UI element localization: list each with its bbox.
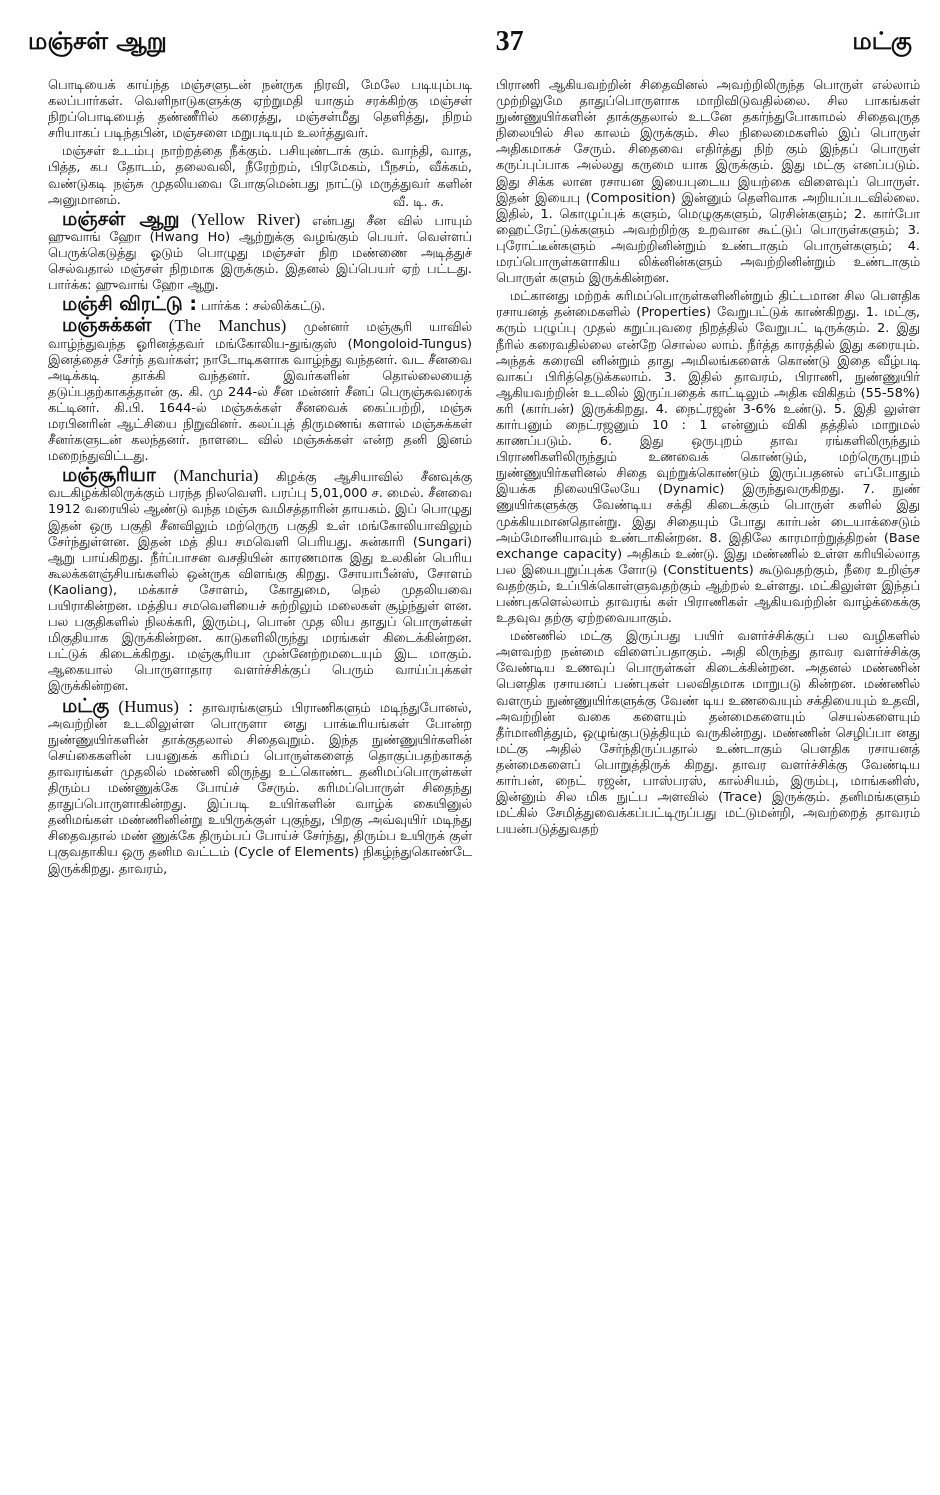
entry-title: மஞ்சள் ஆறு xyxy=(62,207,180,230)
running-head-left: மஞ்சள் ஆறு xyxy=(28,26,167,55)
paragraph: மட்கானது மற்றக் கரிமப்பொருள்களினின்றும் திட்டமான சில பௌதிக ரசாயனத் தன்மைகளில் (Properties) வேறுபட்டுக் காண்கிறது. 1. மட்கு, கரும் பழுப்பு முதல் கறுப்புவரை நிறத்தில் வேறுபட் டிருக்கும். 2. இது நீரில் கரைவதில்லை என்றே சொல்ல லாம். நீர்த்த காரத்தில் இது கரையும். அந்தக் கரைவி னின்றும் தாது அமிலங்களைக் கொண்டு இதை வீழ்படி வாகப் பிரித்தெடுக்கலாம். 3. இதில் தாவரம், பிராணி, நுண்ணுயிர் ஆகியவற்றின் உடலில் இருப்பதைக் காட்டிலும் அதிக விகிதம் (55-58%) கரி (கார்பன்) இருக்கிறது. 4. நைட்ரஜன் 3-6% உண்டு. 5. இதி லுள்ள கார்பனும் நைட்ரஜனும் 10 : 1 என்னும் விகி தத்தில் மாறுமல் காணப்படும். 6. இது ஒருபுறம் தாவ ரங்களிலிருந்தும் பிராணிகளிலிருந்தும் உணவைக் கொண்டும், மற்ருெருபுறம் நுண்ணுயிர்களினல் சிதை வுற்றுக்கொண்டும் இருப்பதனல் எப்போதும் இயக்க நிலையிலேயே (Dynamic) இருந்துவருகிறது. 7. நுண் ணுயிர்களுக்கு வேண்டிய சக்தி கிடைக்கும் பொருள் களில் இது முக்கியமானதொன்று. இது சிதையும் போது கார்பன் டையாக்சைடும் அம்மோனியாவும் உண்டாகின்றன. 8. இதிலே காரமாற்றுத்திறன் (Base exchange capacity) அதிகம் உண்டு. இது மண்ணில் உள்ள கரியில்லாத பல இயைபுறுப்புக்க ளோடு (Constituents) கூடுவதற்கும், நீரை உறிஞ்ச வதற்கும், உப்பிக்கொள்ளுவதற்கும் ஆற்றல் உள்ளது. மட்கிலுள்ள இந்தப் பண்புகளெல்லாம் தாவரங் கள் பிராணிகள் ஆகியவற்றின் வாழ்க்கைக்கு உதவுவ தற்கு ஏற்றவையாகும். xyxy=(496,289,920,627)
left-column xyxy=(48,78,472,880)
entry-title: மஞ்சுக்கள் xyxy=(62,314,152,337)
entry-title: மஞ்சி விரட்டு : xyxy=(62,293,197,316)
author-initials: வீ. டி. சு. xyxy=(392,194,444,210)
entry-title: மஞ்சூரியா xyxy=(62,464,156,487)
entry-manji-virattu xyxy=(48,293,472,316)
paragraph-text: மஞ்சள் உடம்பு நாற்றத்தை நீக்கும். பசியுண்டாக் கும். வாந்தி, வாத, பித்த, கப தோடம், தலைவலி, நீரேற்றம், பிரமேகம், பீநசம், வீக்கம், வண்டுகடி நஞ்சு முதலியவை போகுமென்பது நாட்டு மருத்துவர் களின் அனுமானம். xyxy=(48,144,472,208)
entry-english-title: (Yellow River) xyxy=(191,209,301,229)
running-head-right: மட்கு xyxy=(852,26,912,55)
entry-humus xyxy=(48,694,472,878)
paragraph: பொடியைக் காய்ந்த மஞ்சளுடன் நன்ருக நிரவி, மேலே படியும்படி கலப்பார்கள். வெளிநாடுகளுக்கு ஏற்றுமதி யாகும் சரக்கிற்கு மஞ்சள் நிறப்பொடியைத் தண்ணீரில் கரைத்து, மஞ்சள்மீது தெளித்து, நிறம் சரியாகப் படிந்தபின், மஞ்சளை மறுபடியும் உலர்த்துவர். xyxy=(48,78,472,142)
entry-text: கிழக்கு ஆசியாவில் சீனவுக்கு வடகிழக்கிலிருக்கும் பரந்த நிலவெளி. பரப்பு 5,01,000 ச. மைல். சீனவை 1912 வரையில் ஆண்டு வந்த மஞ்சு வமிசத்தாரின் தாயகம். இப் பொழுது இதன் ஒரு பகுதி சீனவிலும் மற்ருெரு பகுதி உள் மங்கோலியாவிலும் சேர்ந்துள்ளன. இதன் மத் திய சமவெளி பெரியது. சுன்காரி (Sungari) ஆறு பாய்கிறது. நீர்ப்பாசன வசதியின் காரணமாக இது உலகின் பெரிய கூலக்களஞ்சியங்களில் ஒன்ருக விளங்கு கிறது. சோயாபீன்ஸ், சோளம் (Kaoliang), மக்காச் சோளம், கோதுமை, நெல் முதலியவை பயிராகின்றன. மத்திய சமவெளியைச் சுற்றிலும் மலைகள் சூழ்ந்துள் ளன. பல பகுதிகளில் நிலக்கரி, இரும்பு, பொன் முத லிய தாதுப் பொருள்கள் மிகுதியாக இருக்கின்றன. காடுகளிலிருந்து மரங்கள் கிடைக்கின்றன. பட்டுக் கிடைக்கிறது. மஞ்சூரியா முன்னேற்றமடையும் இட மாகும். ஆகையால் பொருளாதார வளர்ச்சிக்குப் பெரும் வாய்ப்புக்கள் இருக்கின்றன. xyxy=(48,470,473,695)
right-column xyxy=(496,78,920,840)
page-number: 37 xyxy=(495,26,524,57)
paragraph: மண்ணில் மட்கு இருப்பது பயிர் வளர்ச்சிக்குப் பல வழிகளில் அளவற்ற நன்மை விளைப்பதாகும். அதி லிருந்து தாவர வளர்ச்சிக்கு வேண்டிய உணவுப் பொருள்கள் கிடைக்கின்றன. அதனல் மண்ணின் பௌதிக ரசாயனப் பண்புகள் பலவிதமாக மாறுபடு கின்றன. மண்ணில் வளரும் நுண்ணுயிர்களுக்கு வேண் டிய உணவையும் சக்தியையும் உதவி, அவற்றின் வகை களையும் தன்மைகளையும் செயல்களையும் தீர்மானித்தும், ஒழுங்குபடுத்தியும் வருகின்றது. மண்ணின் செழிப்பா னது மட்கு அதில் சேர்ந்திருப்பதால் உண்டாகும் பௌதிக ரசாயனத் தன்மைகளைப் பொறுத்திருக் கிறது. தாவர வளர்ச்சிக்கு வேண்டிய கார்பன், நைட் ரஜன், பாஸ்பரஸ், கால்சியம், இரும்பு, மாங்கனிஸ், இன்னும் சில மிக நுட்ப அளவில் (Trace) இருக்கும். தனிமங்களும் மட்கில் சேமித்துவைக்கப்பட்டிருப்பது மட்டுமன்றி, அவற்றைத் தாவரம் பயன்படுத்துவதற் xyxy=(496,629,920,838)
entry-text: என்பது சீன வில் பாயும் ஹுவாங் ஹோ (Hwang Ho) ஆற்றுக்கு வழங்கும் பெயர். வெள்ளப் பெருக்கெடுத்து ஓடும் பொழுது மஞ்சள் நிற மண்ணை அடித்துச் செல்வதால் மஞ்சள் நிறமாக இருக்கும். இதனல் இப்பெயர் ஏற் பட்டது. பார்க்க: ஹுவாங் ஹோ ஆறு. xyxy=(48,213,472,294)
entry-text: பார்க்க : சல்லிக்கட்டு. xyxy=(201,299,326,315)
entry-text: தாவரங்களும் பிராணிகளும் மடிந்துபோனல், அவற்றின் உடலிலுள்ள பொருளா னது பாக்டீரியங்கள் போன்ற நுண்ணுயிர்களின் தாக்குதலால் சிதைவுறும். இந்த நுண்ணுயிர்களின் செய்கைகளின் பயனுகக் கரிமப் பொருள்களைத் தொகுப்பதற்காகத் தாவரங்கள் முதலில் மண்ணி லிருந்து உட்கொண்ட தனிமப்பொருள்கள் திரும்ப மண்ணுக்கே போய்ச் சேரும். கரிமப்பொருள் சிதைந்து தாதுப்பொருளாகின்றது. இப்படி உயிர்களின் வாழ்க் கையினுல் தனிமங்கள் மண்ணினின்று உயிருக்குள் புகுந்து, பிறகு அவ்வுயிர் மடிந்து சிதைவதால் மண் ணுக்கே திரும்பப் போய்ச் சேர்ந்து, திரும்ப உயிருக் குள் புகுவதாகிய ஒரு தனிம வட்டம் (Cycle of Elements) நிகழ்ந்துகொண்டே இருக்கிறது. தாவரம், xyxy=(48,700,472,877)
page-header xyxy=(28,20,912,64)
entry-english-title: (Humus) : xyxy=(118,696,193,716)
entry-text: முன்னர் மஞ்சூரி யாவில் வாழ்ந்துவந்த ஓரினத்தவர் மங்கோலிய-துங்குஸ் (Mongoloid-Tungus) இனத்தைச் சேர்ந் தவர்கள்; நாடோடிகளாக வாழ்ந்து வந்தனர். வட சீனவை அடிக்கடி தாக்கி வந்தனர். இவர்களின் தொல்லையைத் தடுப்பதற்காகத்தான் கு. கி. மு 244-ல் சீன மன்னர் சீனப் பெருஞ்சுவரைக் கட்டினர். கி.பி. 1644-ல் மஞ்சுக்கள் சீனவைக் கைப்பற்றி, மஞ்சு மரபினரின் ஆட்சியை நிறுவினர். கலப்புத் திருமணங் களால் மஞ்சுக்கள் சீனர்களுடன் கலந்தனர். நாளடை வில் மஞ்சுக்கள் என்ற தனி இனம் மறைந்துவிட்டது. xyxy=(48,320,472,465)
entry-manchus xyxy=(48,314,472,465)
entry-title: மட்கு xyxy=(62,694,110,717)
entry-english-title: (Manchuria) xyxy=(173,466,259,486)
entry-manchuria xyxy=(48,464,473,695)
entry-yellow-river xyxy=(48,207,472,294)
paragraph: பிராணி ஆகியவற்றின் சிதைவினல் அவற்றிலிருந்த பொருள் எல்லாம் முற்றிலுமே தாதுப்பொருளாக மாறிவிடுவதில்லை. சில பாகங்கள் நுண்ணுயிர்களின் தாக்குதலால் உடனே தகர்ந்துபோகாமல் சிதைவுருத நிலையில் சில காலம் இருக்கும். சில நிலைமைகளில் இப் பொருள் அதிகமாகச் சேரும். சிதைவை எதிர்த்து நிற் கும் இந்தப் பொருள் கருப்புப்பாக அல்லது கருமை யாக இருக்கும். இது மட்கு எனப்படும். இது சிக்க லான ரசாயன இயைபுடைய இயற்கை விளைவுப் பொருள். இதன் இயைபு (Composition) இன்னும் தெளிவாக அறியப்படவில்லை. இதில், 1. கொழுப்புக் களும், மெழுகுகளும், ரெசின்களும்; 2. கார்போ ஹைட்ரேட்டுக்களும் அவற்றிற்கு உறவான கூட்டுப் பொருள்களும்; 3. புரோட்டீன்களும் அவற்றினின்றும் உண்டாகும் பொருள்களும்; 4. மரப்பொருள்களாகிய லிக்னின்களும் அவற்றினின்றும் உண்டாகும் பொருள் களும் இருக்கின்றன. xyxy=(496,78,920,287)
entry-english-title: (The Manchus) xyxy=(168,316,287,336)
